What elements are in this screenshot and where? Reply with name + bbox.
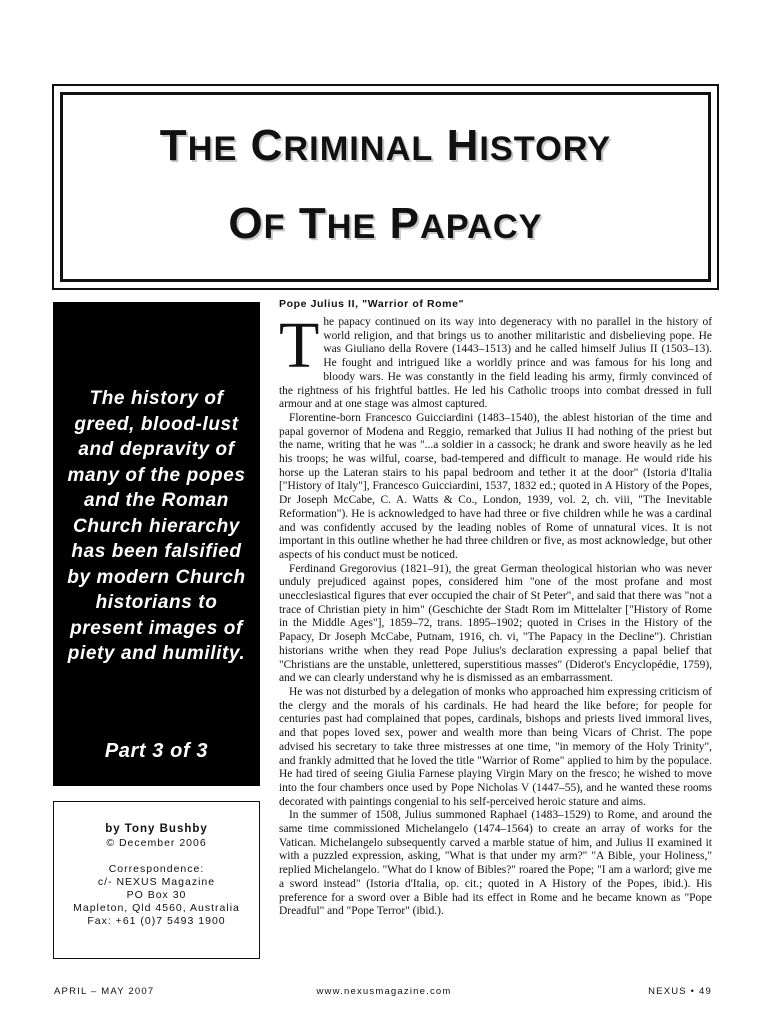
title-word: THE	[298, 199, 377, 248]
part-label: Part 3 of 3	[104, 740, 209, 762]
footer-issue: APRIL – MAY 2007	[54, 986, 155, 997]
title-word: CRIMINAL	[250, 121, 434, 170]
address-line: Mapleton, Qld 4560, Australia	[73, 902, 240, 914]
title-word: THE	[159, 121, 238, 170]
article-paragraph: The papacy continued on its way into degeneracy with no parallel in the history of world religion, and that brings us to another militaristic and disbelieving pope. He was Giuliano della Rovere (1443–1513) and he called himself Julius II (1503–13). He fought and intrigued like a worldly prince and was famous for his long and bloody wars. He was constantly in the field leading his army, firmly convinced of the rightness of his frightful battles. He led his Catholic troops into combat dressed in full armour and at one stage was almost captured.	[279, 309, 712, 411]
title-word: OF	[228, 199, 286, 248]
article-subhead: Pope Julius II, "Warrior of Rome"	[279, 298, 465, 310]
byline: by Tony Bushby	[105, 823, 208, 835]
article-paragraph: He was not disturbed by a delegation of monks who approached him expressing criticism of the clergy and the morals of his cardinals. He had heard the like before; for people for centuries past had complained that popes, cardinals, bishops and priests lived immoral lives, and that popes loved sex, power and wealth more than being Vicars of Christ. The pope advised his secretary to take three mistresses at one time, "in memory of the Holy Trinity", and frankly admitted that he loved the title "Warrior of Rome" applied to him by the populace. He had tired of seeing Giulia Farnese playing Virgin Mary on the fresco; he wished to move into the four chambers once used by Pope Nicholas V (1447–55), and he wanted these rooms decorated with paintings congenial to his self-perceived heroic stature and aims.	[279, 685, 712, 808]
footer-page-number: NEXUS • 49	[648, 986, 712, 997]
article-paragraph: In the summer of 1508, Julius summoned Raphael (1483–1529) to Rome, and around the same time commissioned Michelangelo (1474–1564) to create an array of works for the Vatican. Michelangelo subsequently carved a marble statue of him, and Julius II examined it with a puzzled expression, asking, "What is that under my arm?" "A Bible, your Holiness," replied Michelangelo. "What do I know of Bibles?" roared the Pope; "I am a warlord; give me a sword instead" (Istoria d'Italia, op. cit.; quoted in A History of the Popes, ibid.). His preference for a sword over a Bible had its effect in Rome and he became known as "Pope Dreadful" and "Pope Terror" (ibid.).	[279, 809, 712, 918]
title-box	[52, 84, 719, 290]
footer-website[interactable]: www.nexusmagazine.com	[316, 986, 452, 997]
title-line-2	[63, 199, 708, 249]
article-paragraph: Ferdinand Gregorovius (1821–91), the great German theological historian who was never unduly prejudiced against popes, considered him "one of the most profane and most unecclesiastical figures that ever occupied the chair of St Peter", and said that there was "not a trace of Christian piety in him" (Geschichte der Stadt Rom im Mittelalter ["History of Rome in the Middle Ages"], 1859–72, trans. 1895–1902; quoted in Crises in the History of the Papacy, Dr Joseph McCabe, Putnam, 1916, ch. vi, "The Papacy in the Decline"). Christian historians writhe when they read Pope Julius's declaration expressing a papal belief that "Christians are the unstable, unlettered, superstitious masses" (Diderot's Encyclopédie, 1759), and we can clearly understand why he is dismissed as an embarrassment.	[279, 562, 712, 685]
address-line: c/- NEXUS Magazine	[97, 876, 216, 888]
author-box	[53, 801, 260, 959]
address-line: Fax: +61 (0)7 5493 1900	[87, 915, 226, 927]
address-line: PO Box 30	[126, 889, 187, 901]
title-word: PAPACY	[389, 199, 543, 248]
sidebar-blurb-box	[53, 302, 260, 786]
title-frame	[60, 92, 711, 282]
sidebar-blurb: The history of greed, blood-lust and depravity of many of the popes and the Roman Church hierarchy has been falsified by modern Church historians to present images of piety and humility.	[67, 388, 246, 664]
drop-cap: T	[279, 309, 320, 382]
copyright-date: © December 2006	[106, 837, 207, 849]
article-body	[279, 309, 712, 919]
article-paragraph: Florentine-born Francesco Guicciardini (1483–1540), the ablest historian of the time and papal governor of Modena and Reggio, remarked that Julius II had nothing of the priest but the name, writing that he was "...a soldier in a cassock; he drank and swore heavily as he led his troops; he was wilful, coarse, bad-tempered and difficult to manage. He would ride his horse up the Lateran stairs to his papal bedroom and tether it at the door" (Istoria d'Italia ["History of Italy"], Francesco Guicciardini, 1537, 1832 ed.; quoted in A History of the Popes, Dr Joseph McCabe, C. A. Watts & Co., London, 1939, vol. 2, ch. viii, "The Inevitable Reformation"). He is acknowledged to have had three or five children while he was a cardinal and was confidently accused by the leading nobles of Rome of unnatural vices. It is not important in this outline whether he had three children or five, as most acknowledge, but other aspects of his conduct must be noticed.	[279, 411, 712, 561]
article	[279, 298, 712, 919]
title-line-1	[63, 121, 708, 171]
title-word: HISTORY	[446, 121, 612, 170]
correspondence-label: Correspondence:	[108, 863, 205, 875]
